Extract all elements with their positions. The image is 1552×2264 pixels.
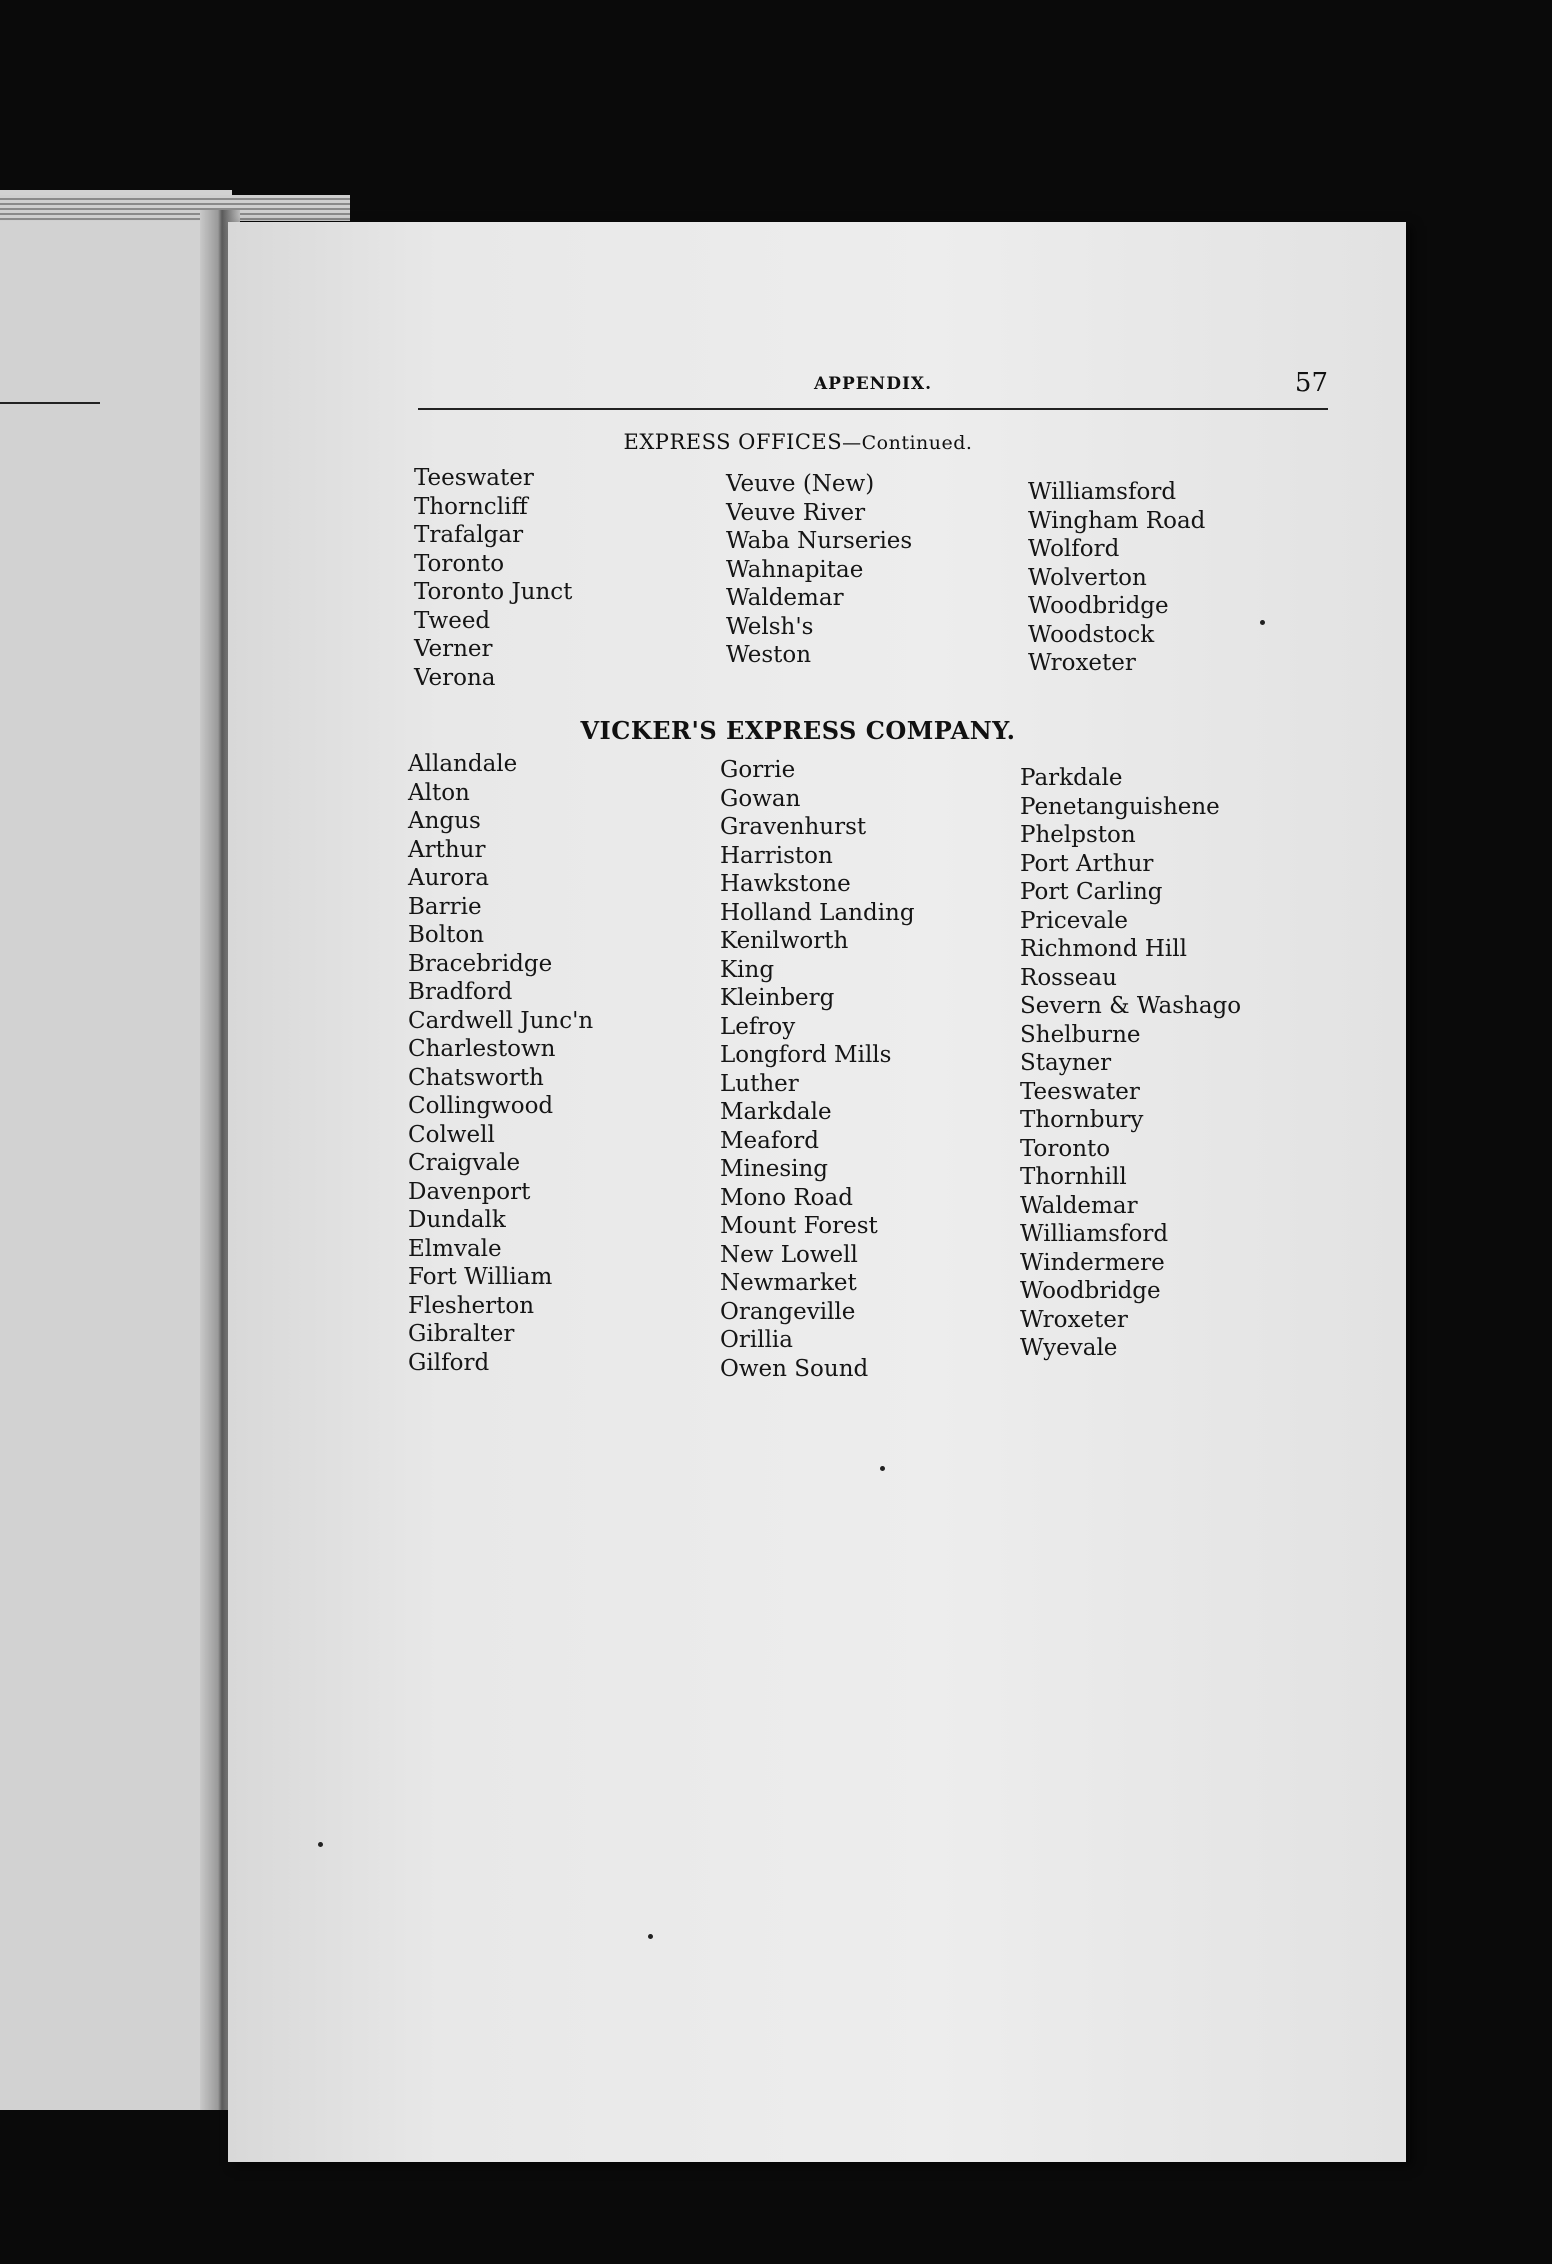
section-title-text: EXPRESS OFFICES bbox=[623, 430, 843, 454]
place-name: Wolverton bbox=[1028, 564, 1147, 591]
place-name: Kleinberg bbox=[720, 985, 835, 1011]
place-name: Flesherton bbox=[408, 1292, 535, 1319]
place-name: Bolton bbox=[408, 922, 485, 948]
paper-speck bbox=[318, 1842, 323, 1847]
place-name: Tweed bbox=[414, 607, 491, 634]
place-name: Wroxeter bbox=[1028, 650, 1136, 676]
vickers-column-2 bbox=[720, 756, 1020, 1383]
place-name: Welsh's bbox=[726, 613, 814, 640]
place-name: Woodstock bbox=[1028, 621, 1155, 648]
page-edges bbox=[0, 195, 350, 221]
place-name: Orangeville bbox=[720, 1298, 856, 1325]
place-name: Wolford bbox=[1028, 536, 1120, 562]
place-name: Charlestown bbox=[408, 1036, 556, 1062]
place-name: Waba Nurseries bbox=[726, 528, 913, 554]
running-head: APPENDIX. bbox=[813, 374, 933, 394]
place-name: Wroxeter bbox=[1020, 1306, 1128, 1333]
paper-speck bbox=[880, 1466, 885, 1471]
place-name: Gowan bbox=[720, 785, 801, 812]
place-name: Mono Road bbox=[720, 1184, 853, 1211]
place-name: Williamsford bbox=[1028, 479, 1177, 505]
place-name: Chatsworth bbox=[408, 1064, 544, 1091]
paper-speck bbox=[1260, 620, 1265, 625]
section-subtitle: —Continued. bbox=[842, 432, 973, 454]
place-name: Gilford bbox=[408, 1349, 490, 1376]
place-name: Collingwood bbox=[408, 1093, 554, 1119]
place-name: Shelburne bbox=[1020, 1021, 1141, 1048]
place-name: New Lowell bbox=[720, 1241, 858, 1268]
place-name: Allandale bbox=[408, 751, 518, 777]
place-name: Toronto bbox=[1020, 1135, 1111, 1162]
place-name: Williamsford bbox=[1020, 1221, 1169, 1247]
place-name: Gibralter bbox=[408, 1321, 515, 1347]
place-name: Colwell bbox=[408, 1121, 495, 1148]
place-name: Holland Landing bbox=[720, 899, 915, 926]
place-name: Penetanguishene bbox=[1020, 793, 1220, 820]
place-name: Luther bbox=[720, 1070, 799, 1097]
place-name: Owen Sound bbox=[720, 1355, 869, 1382]
place-name: Richmond Hill bbox=[1020, 936, 1187, 962]
place-name: Bradford bbox=[408, 979, 513, 1005]
place-name: Verona bbox=[414, 664, 496, 691]
vickers-column-1 bbox=[408, 750, 708, 1377]
paper-speck bbox=[648, 1934, 653, 1939]
place-name: Windermere bbox=[1020, 1249, 1165, 1276]
place-name: Phelpston bbox=[1020, 822, 1136, 848]
place-name: Dundalk bbox=[408, 1207, 506, 1233]
place-name: Barrie bbox=[408, 893, 482, 920]
express-offices-column-2 bbox=[726, 470, 1026, 670]
place-name: Trafalgar bbox=[414, 522, 524, 548]
place-name: Lefroy bbox=[720, 1013, 796, 1040]
express-offices-column-3 bbox=[1028, 478, 1328, 678]
place-name: Arthur bbox=[408, 836, 486, 863]
place-name: Thornhill bbox=[1020, 1164, 1127, 1190]
place-name: Woodbridge bbox=[1020, 1278, 1161, 1304]
place-name: Elmvale bbox=[408, 1235, 502, 1262]
place-name: Orillia bbox=[720, 1327, 793, 1353]
place-name: Port Arthur bbox=[1020, 850, 1154, 877]
place-name: Waldemar bbox=[1020, 1192, 1138, 1219]
place-name: Severn & Washago bbox=[1020, 993, 1242, 1019]
express-offices-column-1 bbox=[414, 464, 714, 692]
place-name: Markdale bbox=[720, 1099, 832, 1125]
place-name: Teeswater bbox=[1020, 1078, 1140, 1105]
place-name: Newmarket bbox=[720, 1270, 857, 1296]
place-name: Gorrie bbox=[720, 757, 796, 783]
facing-page-rule bbox=[0, 402, 100, 404]
place-name: Aurora bbox=[408, 865, 489, 891]
section-title-express-offices bbox=[408, 430, 1188, 454]
place-name: Parkdale bbox=[1020, 765, 1123, 791]
section-title-vickers-express: VICKER'S EXPRESS COMPANY. bbox=[580, 716, 1016, 745]
place-name: Pricevale bbox=[1020, 907, 1128, 934]
place-name: Thornbury bbox=[1020, 1107, 1144, 1133]
place-name: Fort William bbox=[408, 1264, 553, 1290]
place-name: Verner bbox=[414, 636, 493, 662]
page-header bbox=[418, 368, 1328, 410]
place-name: Waldemar bbox=[726, 585, 844, 611]
place-name: Gravenhurst bbox=[720, 814, 867, 840]
place-name: Rosseau bbox=[1020, 964, 1117, 991]
book-page bbox=[228, 222, 1406, 2162]
place-name: Toronto Junct bbox=[414, 579, 573, 605]
place-name: Port Carling bbox=[1020, 879, 1163, 905]
place-name: Wingham Road bbox=[1028, 507, 1206, 534]
facing-page bbox=[0, 190, 232, 2110]
place-name: Wahnapitae bbox=[726, 556, 864, 583]
place-name: King bbox=[720, 956, 775, 983]
place-name: Wyevale bbox=[1020, 1335, 1118, 1361]
place-name: Meaford bbox=[720, 1127, 819, 1154]
place-name: Alton bbox=[408, 779, 470, 806]
place-name: Hawkstone bbox=[720, 871, 851, 897]
place-name: Longford Mills bbox=[720, 1042, 892, 1068]
place-name: Bracebridge bbox=[408, 950, 553, 977]
place-name: Veuve (New) bbox=[726, 471, 875, 497]
place-name: Toronto bbox=[414, 550, 505, 577]
place-name: Davenport bbox=[408, 1178, 531, 1205]
page-number: 57 bbox=[1294, 368, 1328, 398]
place-name: Weston bbox=[726, 642, 812, 668]
place-name: Mount Forest bbox=[720, 1213, 878, 1239]
place-name: Woodbridge bbox=[1028, 593, 1169, 619]
place-name: Kenilworth bbox=[720, 928, 849, 954]
place-name: Thorncliff bbox=[414, 493, 528, 520]
place-name: Veuve River bbox=[726, 499, 866, 526]
place-name: Teeswater bbox=[414, 465, 534, 491]
place-name: Angus bbox=[408, 808, 481, 834]
vickers-column-3 bbox=[1020, 764, 1320, 1363]
place-name: Craigvale bbox=[408, 1150, 521, 1176]
place-name: Minesing bbox=[720, 1156, 829, 1182]
place-name: Stayner bbox=[1020, 1050, 1112, 1076]
place-name: Cardwell Junc'n bbox=[408, 1007, 594, 1034]
place-name: Harriston bbox=[720, 842, 833, 869]
